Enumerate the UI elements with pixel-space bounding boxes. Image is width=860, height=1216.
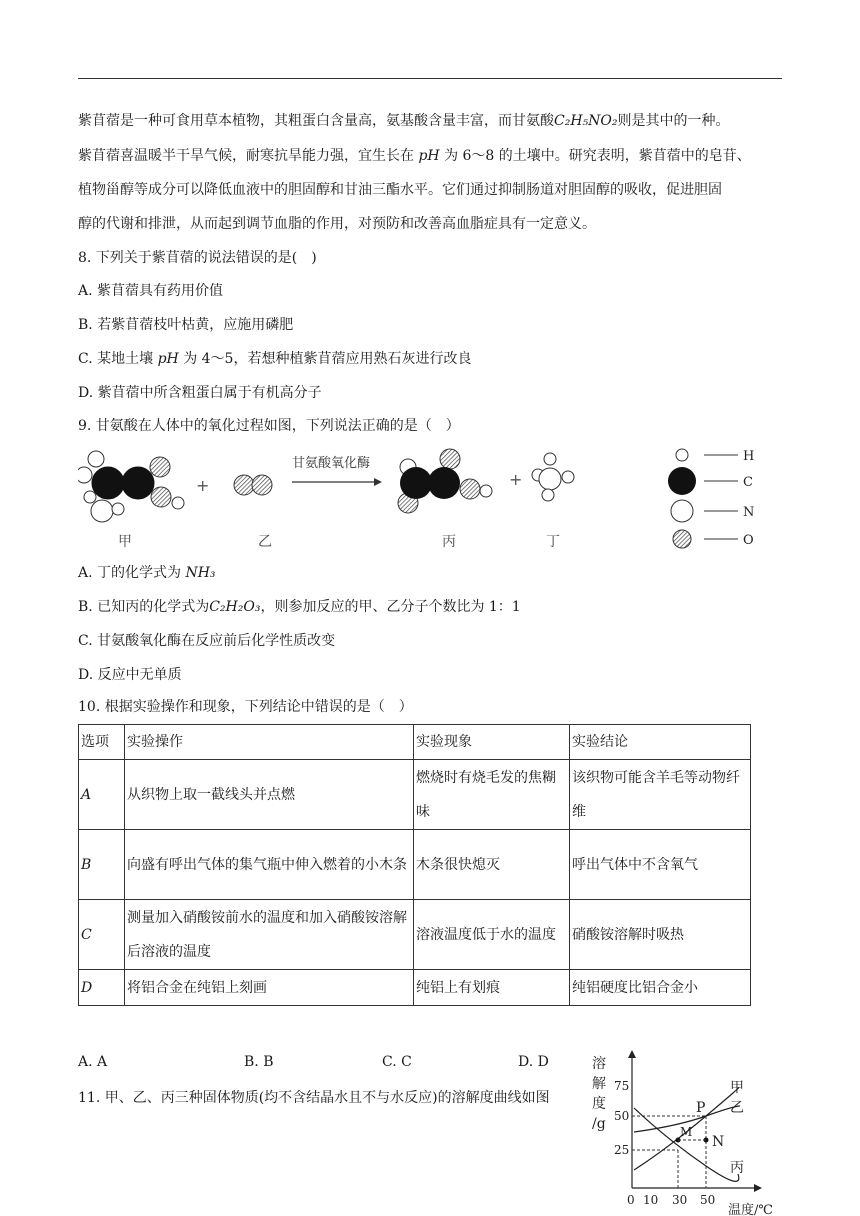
q10-choice-a: A. A [78,1054,108,1070]
q9-stem: 9. 甘氨酸在人体中的氧化过程如图，下列说法正确的是（ ） [78,418,460,434]
svg-text:N: N [743,505,755,520]
table-row: B 向盛有呼出气体的集气瓶中伸入燃着的小木条 木条很快熄灭 呼出气体中不含氧气 [79,830,751,900]
header-phenomenon: 实验现象 [414,725,570,760]
arrow-head-icon [374,478,382,486]
ytick-25: 25 [614,1143,630,1157]
plus-sign-1: + [196,476,210,495]
q10-choice-d: D. D [518,1054,549,1070]
table-row: C 测量加入硝酸铵前水的温度和加入硝酸铵溶解后溶液的温度 溶液温度低于水的温度 硝酸铵溶解时吸热 [79,900,751,970]
table-header-row [79,725,751,760]
solubility-graph [588,1048,788,1216]
svg-text:C: C [743,475,753,490]
ylabel-char: /g [592,1116,606,1132]
q9-option-b: B. 已知丙的化学式为C₂H₂O₃，则参加反应的甲、乙分子个数比为 1：1 [78,599,521,615]
passage-line-2: 紫苜蓿喜温暖半干旱气候，耐寒抗旱能力强，宜生长在 pH 为 6～8 的土壤中。研究表明，紫苜蓿中的皂苷、 [78,148,751,164]
q10-choice-b: B. B [244,1054,274,1070]
header-conclusion: 实验结论 [570,725,751,760]
ylabel-char: 溶 [592,1056,606,1072]
ytick-75: 75 [614,1079,630,1093]
label-p: P [696,1100,706,1116]
atom-legend [668,449,754,548]
xtick-50: 50 [700,1193,716,1207]
label-bing: 丙 [442,534,456,550]
q8-option-a: A. 紫苜蓿具有药用价值 [78,283,224,299]
enzyme-label: 甘氨酸氧化酶 [292,456,371,471]
label-bing: 丙 [730,1160,744,1176]
passage-line-4: 醇的代谢和排泄，从而起到调节血脂的作用，对预防和改善高血脂症具有一定意义。 [78,216,596,232]
q9-option-a: A. 丁的化学式为 NH₃ [78,565,216,581]
molecule-ding [532,453,574,501]
label-n: N [712,1134,725,1150]
q9-option-d: D. 反应中无单质 [78,667,182,683]
q8-option-b: B. 若紫苜蓿枝叶枯黄，应施用磷肥 [78,317,294,333]
molecule-bing [398,449,492,513]
header-option: 选项 [79,725,125,760]
label-yi: 乙 [258,534,272,550]
q8-option-d: D. 紫苜蓿中所含粗蛋白属于有机高分子 [78,385,322,401]
q10-stem: 10. 根据实验操作和现象，下列结论中错误的是（ ） [78,699,413,715]
q9-option-c: C. 甘氨酸氧化酶在反应前后化学性质改变 [78,633,336,649]
x-axis-arrow-icon [754,1184,762,1192]
glycine-formula: C₂H₅NO₂ [554,113,618,129]
header-operation: 实验操作 [125,725,414,760]
svg-text:H: H [743,449,755,464]
passage-line-1: 紫苜蓿是一种可食用草本植物，其粗蛋白含量高，氨基酸含量丰富，而甘氨酸C₂H₅NO₂则是其中的一种。 [78,113,730,129]
label-yi: 乙 [730,1100,744,1116]
svg-text:O: O [743,533,754,548]
label-jia: 甲 [730,1080,744,1096]
q8-stem: 8. 下列关于紫苜蓿的说法错误的是( ) [78,250,317,266]
molecule-jia [78,451,184,522]
table-row: D 将铝合金在纯铝上刻画 纯铝上有划痕 纯铝硬度比铝合金小 [79,970,751,1006]
label-m: M [680,1125,693,1139]
y-axis-arrow-icon [628,1050,636,1058]
ylabel-char: 解 [592,1076,606,1092]
reaction-diagram [78,445,768,555]
passage-line-3: 植物甾醇等成分可以降低血液中的胆固醇和甘油三酯水平。它们通过抑制肠道对胆固醇的吸收，促进胆固 [78,182,722,198]
xlabel: 温度/℃ [728,1203,773,1216]
q11-stem: 11. 甲、乙、丙三种固体物质(均不含结晶水且不与水反应)的溶解度曲线如图 [78,1090,550,1106]
ylabel-char: 度 [592,1096,606,1112]
molecule-yi [234,475,272,495]
label-ding: 丁 [546,534,560,550]
plus-sign-2: + [509,470,523,489]
header-rule [78,78,782,79]
xtick-30: 30 [672,1193,688,1207]
q10-choice-c: C. C [382,1054,412,1070]
table-row: A 从织物上取一截线头并点燃 燃烧时有烧毛发的焦糊味 该织物可能含羊毛等动物纤维 [79,760,751,830]
xtick-0: 0 [627,1193,635,1207]
ytick-50: 50 [614,1109,630,1123]
experiment-table [78,724,751,1006]
xtick-10: 10 [643,1193,659,1207]
q8-option-c: C. 某地土壤 pH 为 4～5，若想种植紫苜蓿应用熟石灰进行改良 [78,351,472,367]
label-jia: 甲 [118,534,132,550]
